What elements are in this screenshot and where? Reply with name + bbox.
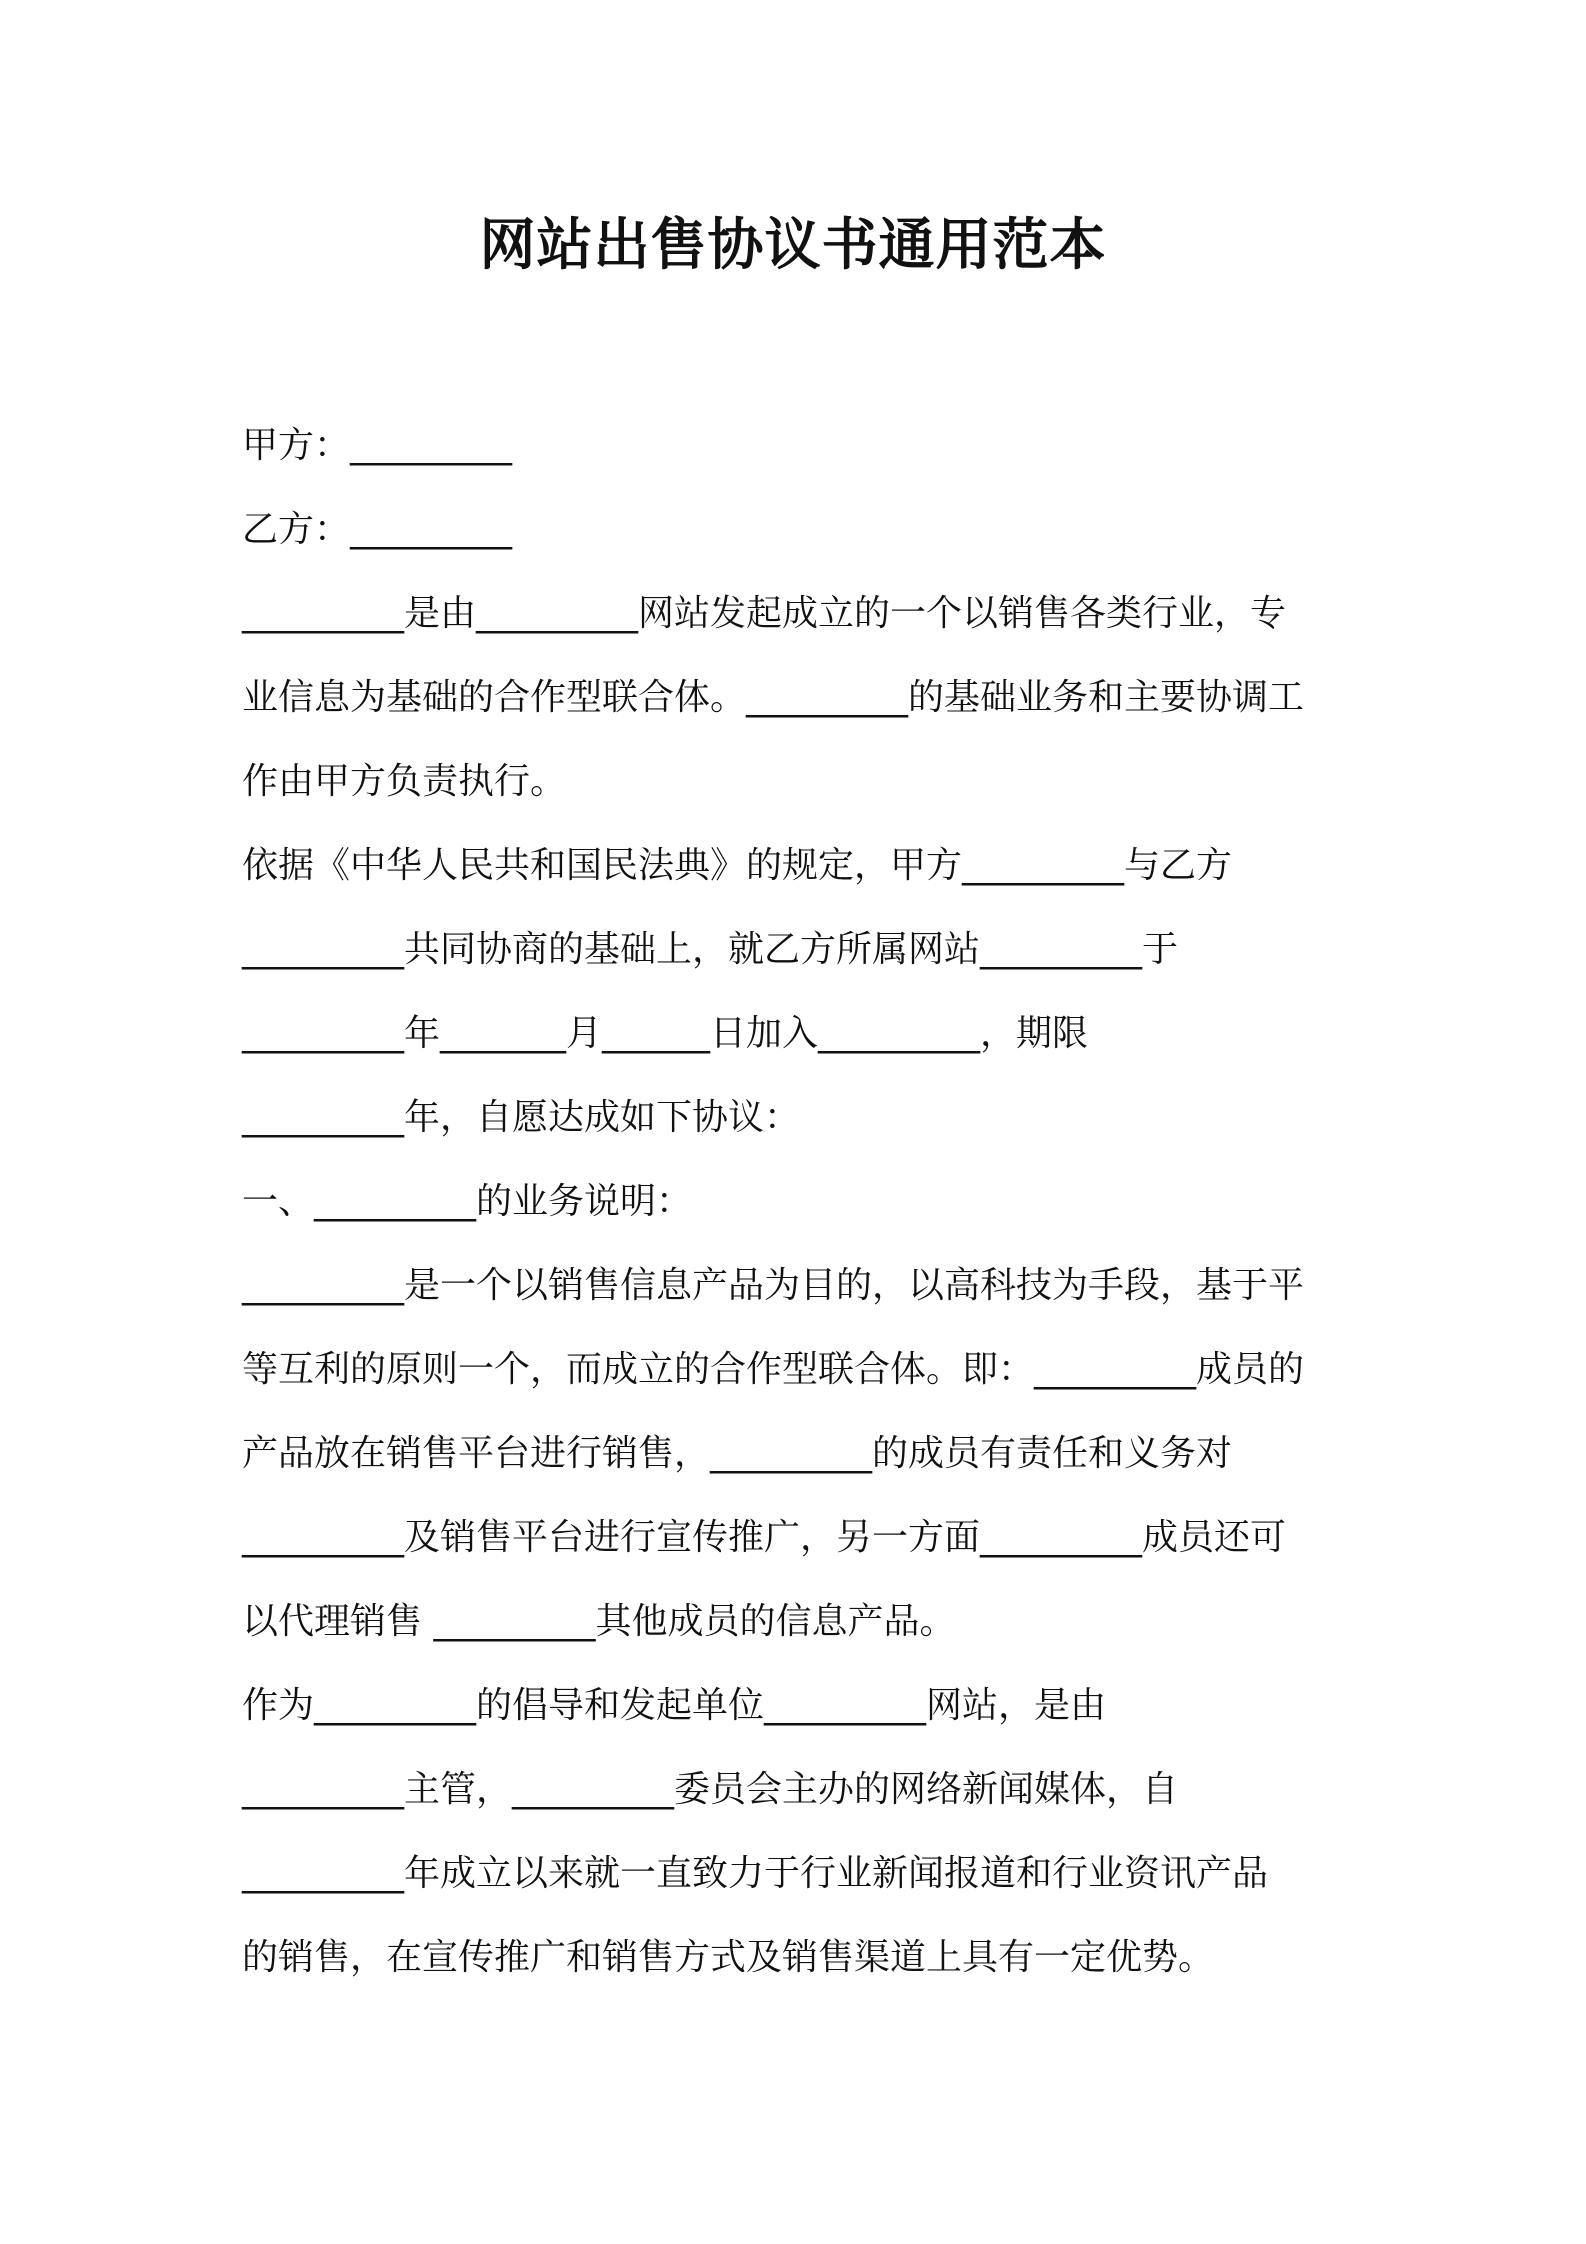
document-title: 网站出售协议书通用范本 bbox=[479, 213, 1107, 278]
paragraph-line: 作为_________的倡导和发起单位_________网站，是由 bbox=[242, 1685, 1107, 1726]
paragraph-line: _________主管，_________委员会主办的网络新闻媒体，自 bbox=[242, 1769, 1179, 1810]
section-heading: 一、_________的业务说明： bbox=[242, 1181, 693, 1222]
paragraph-line: _________是由_________网站发起成立的一个以销售各类行业，专 bbox=[242, 593, 1287, 634]
document-body bbox=[242, 404, 1362, 2000]
paragraph-line: 依据《中华人民共和国民法典》的规定，甲方_________与乙方 bbox=[242, 845, 1233, 886]
paragraph-line: 产品放在销售平台进行销售，_________的成员有责任和义务对 bbox=[242, 1433, 1233, 1474]
paragraph-line: 以代理销售 _________其他成员的信息产品。 bbox=[242, 1601, 956, 1642]
paragraph-line: 作由甲方负责执行。 bbox=[242, 761, 567, 802]
paragraph-line: 的销售，在宣传推广和销售方式及销售渠道上具有一定优势。 bbox=[242, 1937, 1215, 1978]
paragraph-line: _________年_______月______日加入_________，期限 bbox=[242, 1013, 1089, 1054]
paragraph-line: _________共同协商的基础上，就乙方所属网站_________于 bbox=[242, 929, 1179, 970]
party-b-line: 乙方：_________ bbox=[242, 509, 513, 550]
paragraph-line: _________及销售平台进行宣传推广，另一方面_________成员还可 bbox=[242, 1517, 1287, 1558]
paragraph-line: _________是一个以销售信息产品为目的，以高科技为手段，基于平 bbox=[242, 1265, 1305, 1306]
paragraph-line: _________年成立以来就一直致力于行业新闻报道和行业资讯产品 bbox=[242, 1853, 1269, 1894]
paragraph-line: 等互利的原则一个，而成立的合作型联合体。即：_________成员的 bbox=[242, 1349, 1305, 1390]
paragraph-line: 业信息为基础的合作型联合体。_________的基础业务和主要协调工 bbox=[242, 677, 1305, 718]
party-a-line: 甲方：_________ bbox=[242, 425, 513, 466]
paragraph-line: _________年，自愿达成如下协议： bbox=[242, 1097, 801, 1138]
